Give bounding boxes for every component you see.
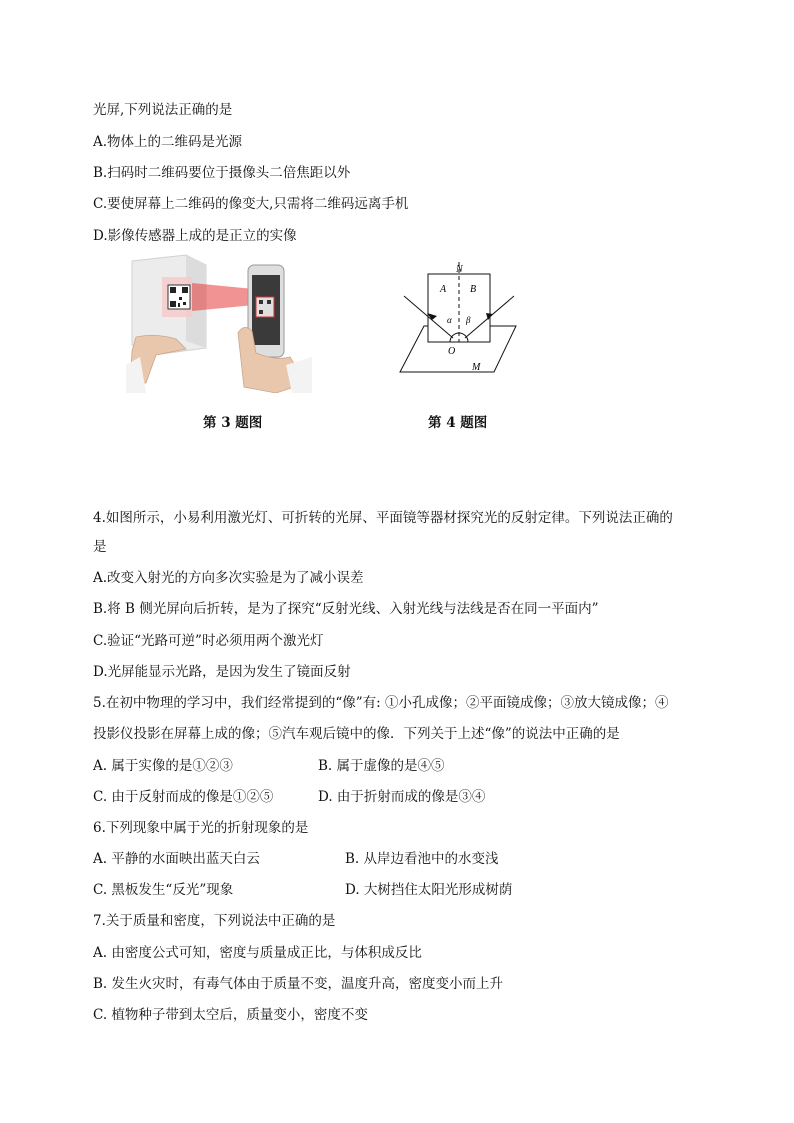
q3-option-d: D.影像传感器上成的是正立的实像 — [93, 228, 297, 244]
label-m: M — [472, 362, 481, 373]
qr-code-icon — [168, 285, 190, 309]
q4-stem-line2: 是 — [93, 539, 107, 555]
label-o: O — [448, 346, 456, 357]
q7-option-a: A. 由密度公式可知，密度与质量成正比，与体积成反比 — [93, 945, 422, 961]
q5-option-d: D. 由于折射而成的像是③④ — [318, 789, 486, 805]
q6-option-b: B. 从岸边看池中的水变浅 — [345, 851, 499, 867]
label-beta: β — [466, 315, 471, 325]
q6-option-c: C. 黑板发生“反光”现象 — [93, 882, 234, 898]
q4-option-d: D.光屏能显示光路，是因为发生了镜面反射 — [93, 664, 351, 680]
q3-option-b: B.扫码时二维码要位于摄像头二倍焦距以外 — [93, 165, 351, 181]
q3-option-c: C.要使屏幕上二维码的像变大,只需将二维码远离手机 — [93, 196, 409, 212]
q6-option-d: D. 大树挡住太阳光形成树荫 — [345, 882, 513, 898]
q3-option-a: A.物体上的二维码是光源 — [93, 134, 243, 150]
fig3-caption: 第 3 题图 — [203, 415, 263, 431]
fig4-caption: 第 4 题图 — [428, 415, 488, 431]
q7-option-c: C. 植物种子带到太空后，质量变小，密度不变 — [93, 1007, 368, 1023]
q3-stem-tail: 光屏,下列说法正确的是 — [93, 102, 233, 118]
q4-option-b: B.将 B 侧光屏向后折转，是为了探究“反射光线、入射光线与法线是否在同一平面内” — [93, 601, 599, 617]
q5-stem-line1: 5.在初中物理的学习中，我们经常提到的“像”有: ①小孔成像；②平面镜成像；③放大镜成像；④ — [93, 695, 669, 711]
q4-option-c: C.验证“光路可逆”时必须用两个激光灯 — [93, 633, 324, 649]
q7-option-b: B. 发生火灾时，有毒气体由于质量不变，温度升高，密度变小而上升 — [93, 976, 504, 992]
label-alpha: α — [447, 315, 452, 325]
q5-option-c: C. 由于反射而成的像是①②⑤ — [93, 789, 274, 805]
reflection-diagram — [396, 258, 522, 378]
label-n: N — [456, 264, 463, 275]
q5-option-b: B. 属于虚像的是④⑤ — [318, 758, 445, 774]
q7-stem: 7.关于质量和密度，下列说法中正确的是 — [93, 913, 336, 929]
q4-stem-line1: 4.如图所示，小易利用激光灯、可折转的光屏、平面镜等器材探究光的反射定律。下列说法正确的 — [93, 510, 673, 526]
q5-stem-line2: 投影仪投影在屏幕上成的像；⑤汽车观后镜中的像．下列关于上述“像”的说法中正确的是 — [93, 726, 620, 742]
q5-option-a: A. 属于实像的是①②③ — [93, 758, 233, 774]
q6-stem: 6.下列现象中属于光的折射现象的是 — [93, 820, 309, 836]
label-a: A — [440, 284, 447, 295]
q6-option-a: A. 平静的水面映出蓝天白云 — [93, 851, 260, 867]
qr-scan-photo — [126, 253, 312, 393]
label-b: B — [470, 284, 477, 295]
q4-option-a: A.改变入射光的方向多次实验是为了减小误差 — [93, 570, 364, 586]
